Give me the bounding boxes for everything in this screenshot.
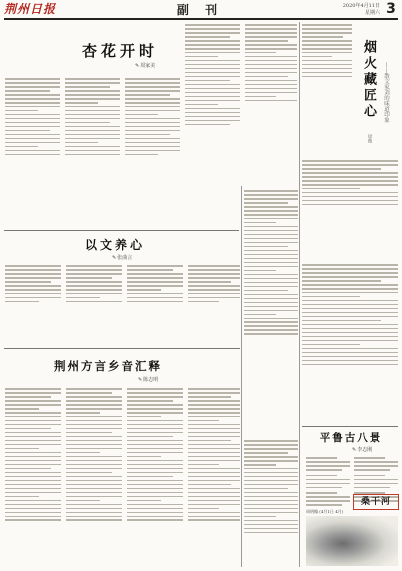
article-body-fangyan-col1 bbox=[5, 386, 61, 568]
article-body-xinghua-col2 bbox=[65, 76, 120, 226]
article-body-yiwen-col2 bbox=[66, 263, 122, 345]
article-body-fangyan-col4 bbox=[188, 386, 240, 568]
article-title-xinghua: 杏花开时 bbox=[81, 42, 158, 60]
issue-date: 2020年4月11日 bbox=[342, 3, 380, 9]
article-body-yiwen-col3 bbox=[127, 263, 183, 345]
article-body-yanghuo-col2 bbox=[302, 158, 398, 256]
issue-weekday: 星期六 bbox=[364, 10, 380, 16]
section-divider bbox=[302, 426, 398, 427]
page-number: 3 bbox=[386, 1, 396, 17]
article-author-pinglu: ✎ 李志刚 bbox=[352, 446, 392, 453]
article-author-yiwen: ✎ 张曲言 bbox=[112, 254, 152, 261]
article-body-xinghua-col3 bbox=[125, 76, 180, 226]
article-subtitle-yanghuo: ——散文家刘的味道印象 bbox=[383, 62, 389, 123]
column-rule bbox=[241, 186, 242, 567]
article-body-yanghuo-col3 bbox=[244, 188, 298, 433]
ink-landscape-painting bbox=[306, 516, 398, 566]
newspaper-masthead: 荆州日报 bbox=[4, 2, 57, 16]
section-divider bbox=[4, 348, 240, 349]
article-body-yiwen-col1 bbox=[5, 263, 61, 345]
article-title-fangyan: 荆州方言乡音汇释 bbox=[54, 359, 162, 373]
section-title: 副 刊 bbox=[176, 3, 224, 17]
article-body-xinghua-col4 bbox=[185, 22, 240, 226]
article-author-xinghua: ✎ 周家美 bbox=[135, 62, 175, 69]
article-body-yiwen-col4 bbox=[188, 263, 240, 345]
article-title-yiwen: 以文养心 bbox=[84, 238, 145, 252]
article-body-fangyan-col5 bbox=[244, 438, 298, 568]
painting-title-box bbox=[353, 494, 399, 510]
header-rule bbox=[4, 18, 398, 20]
article-title-yanghuo: 烟火藏匠心 bbox=[361, 40, 376, 120]
article-body-fangyan-col3 bbox=[127, 386, 183, 568]
article-body-yanghuo-col1 bbox=[302, 22, 352, 130]
painting-title: 桑干河 bbox=[360, 497, 391, 507]
article-author-fangyan: ✎ 陈志明 bbox=[138, 376, 178, 383]
painting-caption: 周明翰 (4月1日 4月) bbox=[306, 509, 344, 514]
article-author-yanghuo: 徐薇 bbox=[367, 134, 372, 143]
section-divider bbox=[4, 230, 239, 231]
column-rule bbox=[299, 22, 300, 567]
article-title-pinglu: 平鲁古八景 bbox=[319, 432, 383, 444]
article-body-fangyan-col2 bbox=[66, 386, 122, 568]
article-body-yanghuo-col4 bbox=[302, 262, 398, 422]
article-body-xinghua-col1 bbox=[5, 76, 60, 226]
article-body-xinghua-col5 bbox=[245, 22, 297, 182]
